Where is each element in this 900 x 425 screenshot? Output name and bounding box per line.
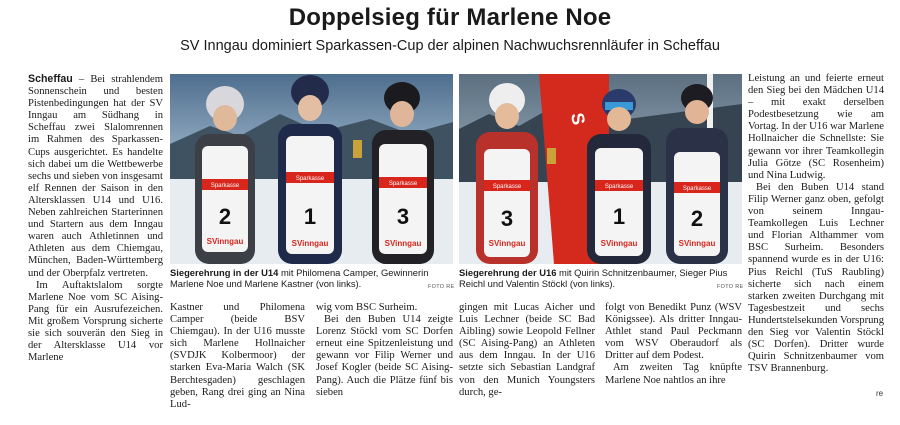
paragraph: Im Auftaktslalom sorgte Marlene Noe vom SC Aising-Pang für ein Ausrufezeichen. Mit großem Vorsprung sicherte sie sich souverän den Sieg in der Altersklasse U14 vor Marlene xyxy=(28,279,163,364)
text-column-1 xyxy=(28,73,163,403)
photo-u16-podium xyxy=(459,74,742,264)
bib-number: 1 xyxy=(303,204,317,229)
bib-club: SVinngau xyxy=(600,239,638,248)
photo-caption-u16 xyxy=(459,267,742,289)
bib-number: 2 xyxy=(218,204,232,229)
paragraph: Leistung an und feierte erneut den Sieg bei den Mädchen U14 – mit exakt derselben Podestbesetzung wie am Vortag. In der U16 war Marlene Hollnaicher die Schnellste: Sie gewann vor ihrer Teamkollegin Julia Götze (SC Rosenheim) und Nina Ludwig. xyxy=(748,73,884,181)
text-column-3 xyxy=(316,302,453,402)
bib-sponsor: Sparkasse xyxy=(295,176,325,182)
bib-sponsor: Sparkasse xyxy=(682,186,712,192)
photo-u16-image xyxy=(459,74,742,264)
paragraph xyxy=(28,73,163,280)
text-column-6 xyxy=(748,73,884,403)
text-column-2 xyxy=(170,302,305,410)
paragraph: Kastner und Philomena Camper (beide BSV Chiemgau). In der U16 musste sich Marlene Hollnaicher (SVDJK Kolbermoor) der starken Eva-Maria Walch (SK Berchtesgaden) geschlagen geben, Rang drei ging an Nina Lud- xyxy=(170,302,305,410)
photo-u14-image xyxy=(170,74,453,264)
caption-bold: Siegerehrung in der U14 xyxy=(170,267,279,278)
author-signature: re xyxy=(876,389,884,398)
bib-sponsor: Sparkasse xyxy=(492,184,522,190)
text-column-4 xyxy=(459,302,595,402)
svg-text:S: S xyxy=(567,111,589,127)
bib-number: 3 xyxy=(396,204,410,229)
photo-caption-u14 xyxy=(170,267,453,289)
paragraph: Bei den Buben U14 stand Filip Werner ganz oben, gefolgt von seinem Inngau-Teamkollegen Luis Lechner und Florian Althammer vom BSC Surheim. Besonders spannend wurde es in der U16: Pius Reichl (TuS Raubling) sicherte sich nach einem starken zweiten Durchgang mit Tagesbestzeit und sechs Hundertstelsekunden Vorsprung den Sieg vor Valentin Stöckl (SC Dorfen). Dritter wurde Quirin Schnitzenbaumer vom TSV Brannenburg. xyxy=(748,181,884,375)
paragraph: folgt von Benedikt Punz (WSV Königssee). Als dritter Inngau-Athlet stand Paul Peckmann vom WSV Oberaudorf als Dritter auf dem Podest. xyxy=(605,302,742,362)
bib-club: SVinngau xyxy=(488,239,526,248)
bib-club: SVinngau xyxy=(206,237,244,246)
caption-text: mit Quirin Schnitzenbaumer, Sieger Pius Reichl und Valentin Stöckl (von links). xyxy=(459,267,728,290)
caption-text: mit Philomena Camper, Gewinnerin Marlene Noe und Marlene Kastner (von links). xyxy=(170,267,429,290)
headline: Doppelsieg für Marlene Noe xyxy=(288,4,612,31)
paragraph-text: – Bei strahlendem Sonnenschein und besten Pistenbedingungen hat der SV Inngau am Südhang in Scheffau zwei Slalomrennen im Rahmen des Sparkassen-Cups ausgerichtet. Es handelte sich dabei um die Wettbewerbe sechs und sieben von insgesamt elf Rennen der Saison in den Altersklassen U14 und U16. Neben zahlreichen Starterinnen und Startern aus dem Inngau waren auch Athletinnen und Athleten aus dem Chiemgau, München, Baden-Württemberg und der Oberpfalz vertreten. xyxy=(28,74,163,279)
photo-credit: FOTO RE xyxy=(717,284,744,290)
dateline: Scheffau xyxy=(28,73,73,85)
bib-number: 3 xyxy=(500,206,514,231)
photo-u14-podium xyxy=(170,74,453,264)
bib-club: SVinngau xyxy=(678,239,716,248)
bib-sponsor: Sparkasse xyxy=(210,183,240,189)
bib-sponsor: Sparkasse xyxy=(388,181,418,187)
photo-credit: FOTO RE xyxy=(428,284,455,290)
paragraph: Bei den Buben U14 zeigte Lorenz Stöckl vom SC Dorfen erneut eine Spitzenleistung und gewann vor Filip Werner und Josef Kogler (beide SC Aising-Pang). Auch die Plätze fünf bis sieben xyxy=(316,314,453,398)
bib-club: SVinngau xyxy=(384,239,422,248)
paragraph: Am zweiten Tag knüpfte Marlene Noe nahtlos an ihre xyxy=(605,362,742,386)
paragraph: gingen mit Lucas Aicher und Luis Lechner (beide SC Bad Aibling) sowie Leopold Fellner (SC Aising-Pang) an Athleten aus dem Inngau. In der U16 setzte sich Sebastian Landgraf von den Munich Youngsters durch, ge- xyxy=(459,302,595,398)
bib-club: SVinngau xyxy=(291,239,329,248)
text-column-5 xyxy=(605,302,742,402)
subheadline: SV Inngau dominiert Sparkassen-Cup der alpinen Nachwuchsrennläufer in Scheffau xyxy=(180,38,720,54)
caption-bold: Siegerehrung der U16 xyxy=(459,267,557,278)
paragraph: wig vom BSC Surheim. xyxy=(316,302,418,313)
bib-sponsor: Sparkasse xyxy=(604,184,634,190)
bib-number: 1 xyxy=(612,204,626,229)
bib-number: 2 xyxy=(690,206,704,231)
